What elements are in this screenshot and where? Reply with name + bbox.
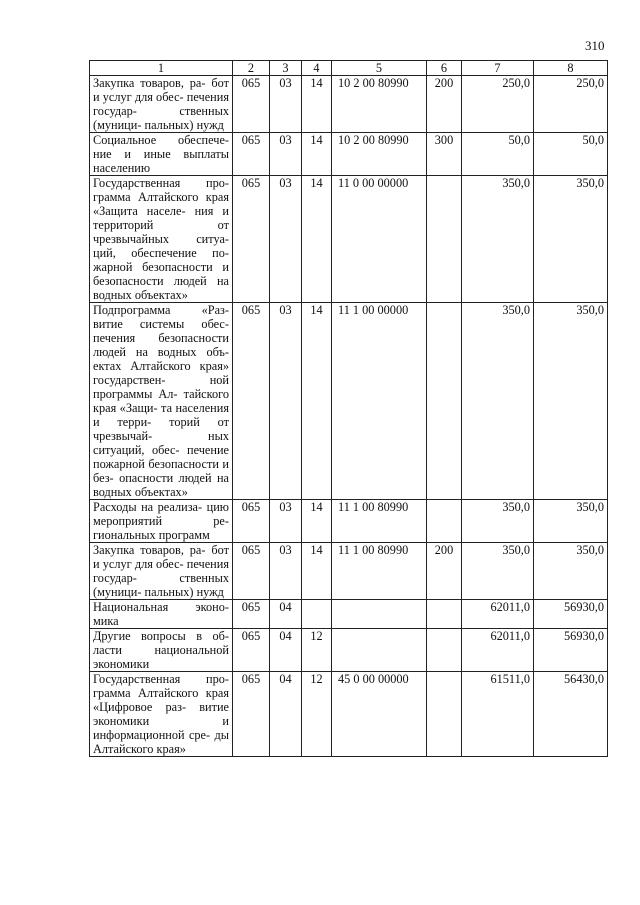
item-name-line: ной программы Ал-	[93, 373, 229, 401]
expense-type-cell	[427, 303, 462, 500]
item-name-cell	[90, 672, 233, 757]
page-number: 310	[585, 38, 605, 53]
table-row	[90, 176, 608, 303]
subsection-cell: 14	[302, 303, 332, 500]
section-cell: 03	[270, 176, 302, 303]
target-article-cell: 45 0 00 00000	[332, 672, 427, 757]
chapter-code-cell: 065	[233, 303, 270, 500]
section-cell: 03	[270, 303, 302, 500]
chapter-code-cell: 065	[233, 76, 270, 133]
item-name-line: Государственная про-	[93, 176, 229, 190]
item-name-line: гиональных программ	[93, 528, 210, 542]
item-name-line: ласти национальной	[93, 643, 229, 657]
col-header: 2	[233, 61, 270, 76]
expense-type-cell	[427, 629, 462, 672]
chapter-code-cell: 065	[233, 672, 270, 757]
item-name-cell	[90, 133, 233, 176]
item-name-line: ций, обеспечение по-	[93, 246, 229, 260]
item-name-line: людей на водных объ-	[93, 345, 229, 359]
item-name-cell	[90, 500, 233, 543]
amount-year1-cell: 50,0	[462, 133, 534, 176]
col-header: 5	[332, 61, 427, 76]
item-name-line: печения государ-	[93, 90, 229, 118]
item-name-line: жарной безопасности	[93, 260, 213, 274]
subsection-cell: 12	[302, 629, 332, 672]
table-row	[90, 543, 608, 600]
col-header: 6	[427, 61, 462, 76]
item-name-line: грамма Алтайского	[93, 190, 199, 204]
col-header: 3	[270, 61, 302, 76]
chapter-code-cell: 065	[233, 629, 270, 672]
amount-year2-cell: 56930,0	[534, 629, 608, 672]
item-name-line: ектах Алтайского	[93, 359, 191, 373]
target-article-cell: 10 2 00 80990	[332, 76, 427, 133]
item-name-line: Государственная про-	[93, 672, 229, 686]
amount-year2-cell: 350,0	[534, 176, 608, 303]
item-name-line: Социальное обеспече-	[93, 133, 229, 147]
table-row	[90, 629, 608, 672]
item-name-cell	[90, 600, 233, 629]
col-header: 7	[462, 61, 534, 76]
item-name-line: бот и услуг для обес-	[93, 543, 230, 571]
expense-type-cell	[427, 176, 462, 303]
item-name-line: витие экономики и	[93, 700, 229, 728]
subsection-cell: 12	[302, 672, 332, 757]
item-name-line: ных ситуаций, обес-	[93, 429, 229, 457]
table-row	[90, 133, 608, 176]
section-cell: 03	[270, 500, 302, 543]
budget-table	[89, 60, 608, 757]
expense-type-cell: 200	[427, 543, 462, 600]
amount-year2-cell: 56430,0	[534, 672, 608, 757]
amount-year1-cell: 62011,0	[462, 600, 534, 629]
amount-year2-cell: 50,0	[534, 133, 608, 176]
item-name-line: та населения и терри-	[93, 401, 229, 429]
amount-year2-cell: 350,0	[534, 303, 608, 500]
amount-year2-cell: 350,0	[534, 543, 608, 600]
subsection-cell: 14	[302, 133, 332, 176]
col-header: 8	[534, 61, 608, 76]
expense-type-cell: 300	[427, 133, 462, 176]
item-name-cell	[90, 176, 233, 303]
amount-year2-cell: 350,0	[534, 500, 608, 543]
amount-year1-cell: 350,0	[462, 176, 534, 303]
item-name-cell	[90, 629, 233, 672]
item-name-line: чрезвычайных ситуа-	[93, 232, 229, 246]
amount-year1-cell: 250,0	[462, 76, 534, 133]
amount-year1-cell: 350,0	[462, 303, 534, 500]
item-name-cell	[90, 303, 233, 500]
target-article-cell: 11 1 00 80990	[332, 500, 427, 543]
subsection-cell: 14	[302, 76, 332, 133]
chapter-code-cell: 065	[233, 133, 270, 176]
item-name-cell	[90, 76, 233, 133]
item-name-line: экономики	[93, 657, 150, 671]
item-name-line: ния и территорий от	[93, 204, 229, 232]
target-article-cell: 10 2 00 80990	[332, 133, 427, 176]
chapter-code-cell: 065	[233, 600, 270, 629]
item-name-line: края» государствен-	[93, 359, 229, 387]
item-name-line: ственных (муници-	[93, 104, 229, 132]
table-body	[90, 76, 608, 757]
amount-year2-cell: 56930,0	[534, 600, 608, 629]
amount-year1-cell: 350,0	[462, 543, 534, 600]
subsection-cell: 14	[302, 176, 332, 303]
item-name-line: безопасности и без-	[93, 457, 229, 485]
item-name-line: Подпрограмма «Раз-	[93, 303, 229, 317]
item-name-line: населению	[93, 161, 151, 175]
item-name-line: грамма Алтайского	[93, 686, 199, 700]
table-row	[90, 672, 608, 757]
chapter-code-cell: 065	[233, 176, 270, 303]
item-name-line: пальных) нужд	[144, 585, 224, 599]
header-row	[90, 61, 608, 76]
table-row	[90, 600, 608, 629]
table-row	[90, 303, 608, 500]
expense-type-cell	[427, 672, 462, 757]
amount-year1-cell: 62011,0	[462, 629, 534, 672]
table-row	[90, 500, 608, 543]
subsection-cell: 14	[302, 543, 332, 600]
target-article-cell	[332, 600, 427, 629]
item-name-line: водных объектах»	[93, 485, 188, 499]
item-name-line: информационной сре-	[93, 728, 211, 742]
amount-year1-cell: 61511,0	[462, 672, 534, 757]
item-name-line: витие системы обес-	[93, 317, 229, 331]
item-name-line: бот и услуг для обес-	[93, 76, 230, 104]
item-name-line: печения безопасности	[93, 331, 229, 345]
amount-year2-cell: 250,0	[534, 76, 608, 133]
item-name-line: опасности людей на	[119, 471, 229, 485]
col-header: 1	[90, 61, 233, 76]
target-article-cell: 11 0 00 00000	[332, 176, 427, 303]
target-article-cell	[332, 629, 427, 672]
section-cell: 03	[270, 543, 302, 600]
section-cell: 03	[270, 133, 302, 176]
chapter-code-cell: 065	[233, 543, 270, 600]
item-name-line: Другие вопросы в об-	[93, 629, 229, 643]
section-cell: 04	[270, 629, 302, 672]
amount-year1-cell: 350,0	[462, 500, 534, 543]
section-cell: 04	[270, 600, 302, 629]
section-cell: 03	[270, 76, 302, 133]
item-name-line: торий от чрезвычай-	[93, 415, 229, 443]
table-row	[90, 76, 608, 133]
item-name-line: Закупка товаров, ра-	[93, 543, 206, 557]
target-article-cell: 11 1 00 80990	[332, 543, 427, 600]
subsection-cell: 14	[302, 500, 332, 543]
item-name-cell	[90, 543, 233, 600]
item-name-line: печения государ-	[93, 557, 229, 585]
item-name-line: тайского края «Защи-	[93, 387, 229, 415]
item-name-line: ды Алтайского края»	[93, 728, 229, 756]
col-header: 4	[302, 61, 332, 76]
expense-type-cell: 200	[427, 76, 462, 133]
expense-type-cell	[427, 600, 462, 629]
item-name-line: Расходы на реализа-	[93, 500, 203, 514]
item-name-line: ственных (муници-	[93, 571, 229, 599]
item-name-line: на водных объектах»	[93, 274, 229, 302]
item-name-line: ние и иные выплаты	[93, 147, 229, 161]
chapter-code-cell: 065	[233, 500, 270, 543]
item-name-line: края «Цифровое раз-	[93, 686, 229, 714]
item-name-line: Закупка товаров, ра-	[93, 76, 206, 90]
item-name-line: Национальная эконо-	[93, 600, 229, 614]
target-article-cell: 11 1 00 00000	[332, 303, 427, 500]
expense-type-cell	[427, 500, 462, 543]
subsection-cell	[302, 600, 332, 629]
item-name-line: и безопасности людей	[93, 260, 229, 288]
item-name-line: края «Защита населе-	[93, 190, 229, 218]
item-name-line: печение пожарной	[93, 443, 229, 471]
item-name-line: пальных) нужд	[144, 118, 224, 132]
item-name-line: цию мероприятий ре-	[93, 500, 229, 528]
item-name-line: мика	[93, 614, 119, 628]
section-cell: 04	[270, 672, 302, 757]
